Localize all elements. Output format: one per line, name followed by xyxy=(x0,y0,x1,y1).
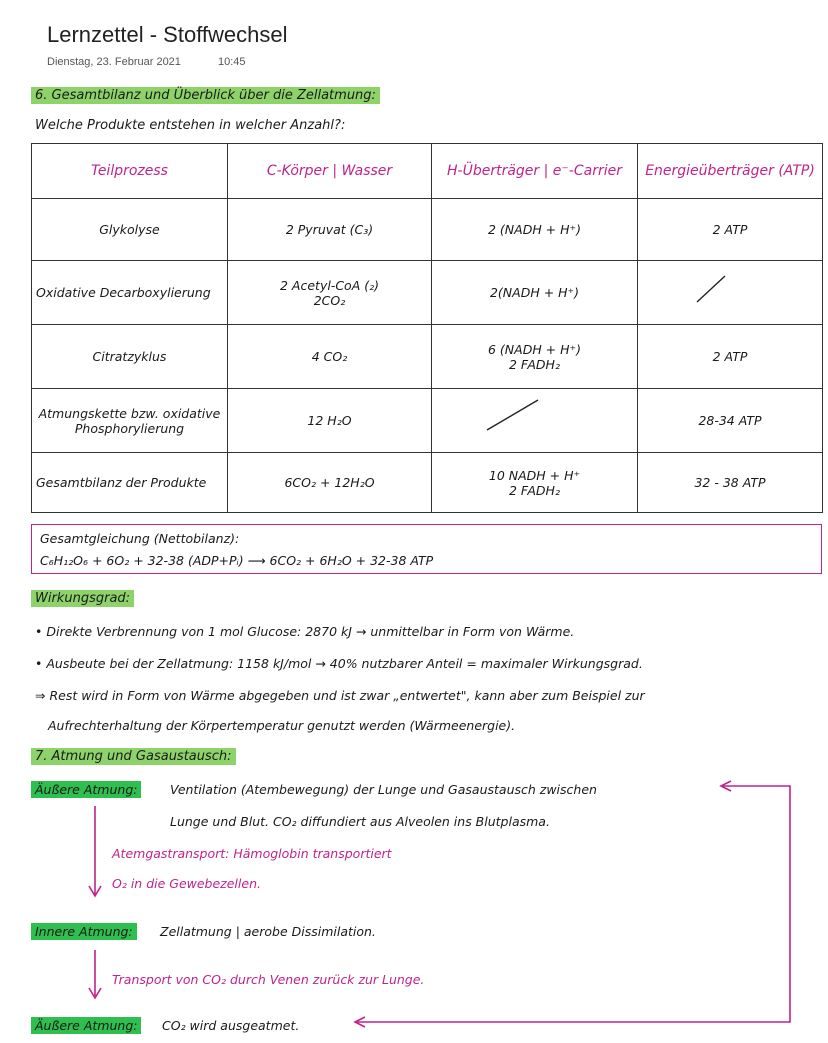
table-cell: 4 CO₂ xyxy=(228,325,432,389)
wirkungsgrad-bullet-2: • Ausbeute bei der Zellatmung: 1158 kJ/mol → 40% nutzbarer Anteil = maximaler Wirkungsgrad. xyxy=(35,656,643,671)
wirkungsgrad-bullet-4: Aufrechterhaltung der Körpertemperatur genutzt werden (Wärmeenergie). xyxy=(48,718,516,733)
table-cell: 2 (NADH + H⁺) xyxy=(432,199,638,261)
innere-atmung-label: Innere Atmung: xyxy=(31,924,137,939)
section6-question: Welche Produkte entstehen in welcher Anzahl?: xyxy=(35,118,346,133)
aeussere-atmung-2-label: Äußere Atmung: xyxy=(31,1018,141,1033)
wirkungsgrad-heading: Wirkungsgrad: xyxy=(31,591,134,606)
table-cell: 32 - 38 ATP xyxy=(638,453,823,513)
aeussere-atmung-text-1: Ventilation (Atembewegung) der Lunge und Gasaustausch zwischen xyxy=(170,782,597,797)
table-cell: Citratzyklus xyxy=(32,325,228,389)
table-cell: 2(NADH + H⁺) xyxy=(432,261,638,325)
page-time: 10:45 xyxy=(217,56,246,68)
table-slash-2 xyxy=(487,400,538,430)
table-header-cell: Teilprozess xyxy=(32,144,228,199)
table-cell: Gesamtbilanz der Produkte xyxy=(32,453,228,513)
table-cell: 10 NADH + H⁺ 2 FADH₂ xyxy=(432,453,638,513)
table-cell: 6CO₂ + 12H₂O xyxy=(228,453,432,513)
innere-atmung-text: Zellatmung | aerobe Dissimilation. xyxy=(160,924,376,939)
aeussere-atmung-2-text: CO₂ wird ausgeatmet. xyxy=(162,1018,300,1033)
table-header-cell: Energieüberträger (ATP) xyxy=(638,144,823,199)
equation-formula: C₆H₁₂O₆ + 6O₂ + 32-38 (ADP+Pᵢ) ⟶ 6CO₂ + 6H₂O + 32-38 ATP xyxy=(40,553,434,568)
atemgastransport-text-2: O₂ in die Gewebezellen. xyxy=(112,876,261,891)
table-cell: Oxidative Decarboxylierung xyxy=(32,261,228,325)
page-title: Lernzettel - Stoffwechsel xyxy=(47,22,288,47)
table-cell: 12 H₂O xyxy=(228,389,432,453)
wirkungsgrad-bullet-3: ⇒ Rest wird in Form von Wärme abgegeben und ist zwar „entwertet", kann aber zum Beispiel zur xyxy=(35,688,645,703)
table-cell: Atmungskette bzw. oxidative Phosphorylierung xyxy=(32,389,228,453)
table-cell: 6 (NADH + H⁺) 2 FADH₂ xyxy=(432,325,638,389)
table-cell: 2 ATP xyxy=(638,199,823,261)
atemgastransport-text-1: Atemgastransport: Hämoglobin transportiert xyxy=(112,846,392,861)
table-cell: 28-34 ATP xyxy=(638,389,823,453)
table-header-cell: C-Körper | Wasser xyxy=(228,144,432,199)
table-header-cell: H-Überträger | e⁻-Carrier xyxy=(432,144,638,199)
wirkungsgrad-bullet-1: • Direkte Verbrennung von 1 mol Glucose: 2870 kJ → unmittelbar in Form von Wärme. xyxy=(35,624,575,639)
co2-transport-text: Transport von CO₂ durch Venen zurück zur Lunge. xyxy=(112,972,425,987)
section6-heading: 6. Gesamtbilanz und Überblick über die Zellatmung: xyxy=(31,88,380,103)
equation-label: Gesamtgleichung (Nettobilanz): xyxy=(40,531,240,546)
arrow-loop xyxy=(356,786,790,1022)
table-slash-1 xyxy=(697,276,725,302)
table-cell: 2 Pyruvat (C₃) xyxy=(228,199,432,261)
table-cell: 2 ATP xyxy=(638,325,823,389)
aeussere-atmung-text-2: Lunge und Blut. CO₂ diffundiert aus Alveolen ins Blutplasma. xyxy=(170,814,550,829)
aeussere-atmung-label: Äußere Atmung: xyxy=(31,782,141,797)
section7-heading: 7. Atmung und Gasaustausch: xyxy=(31,749,236,764)
page-date: Dienstag, 23. Februar 2021 xyxy=(47,56,181,68)
table-cell: Glykolyse xyxy=(32,199,228,261)
table-cell: 2 Acetyl-CoA (₂) 2CO₂ xyxy=(228,261,432,325)
